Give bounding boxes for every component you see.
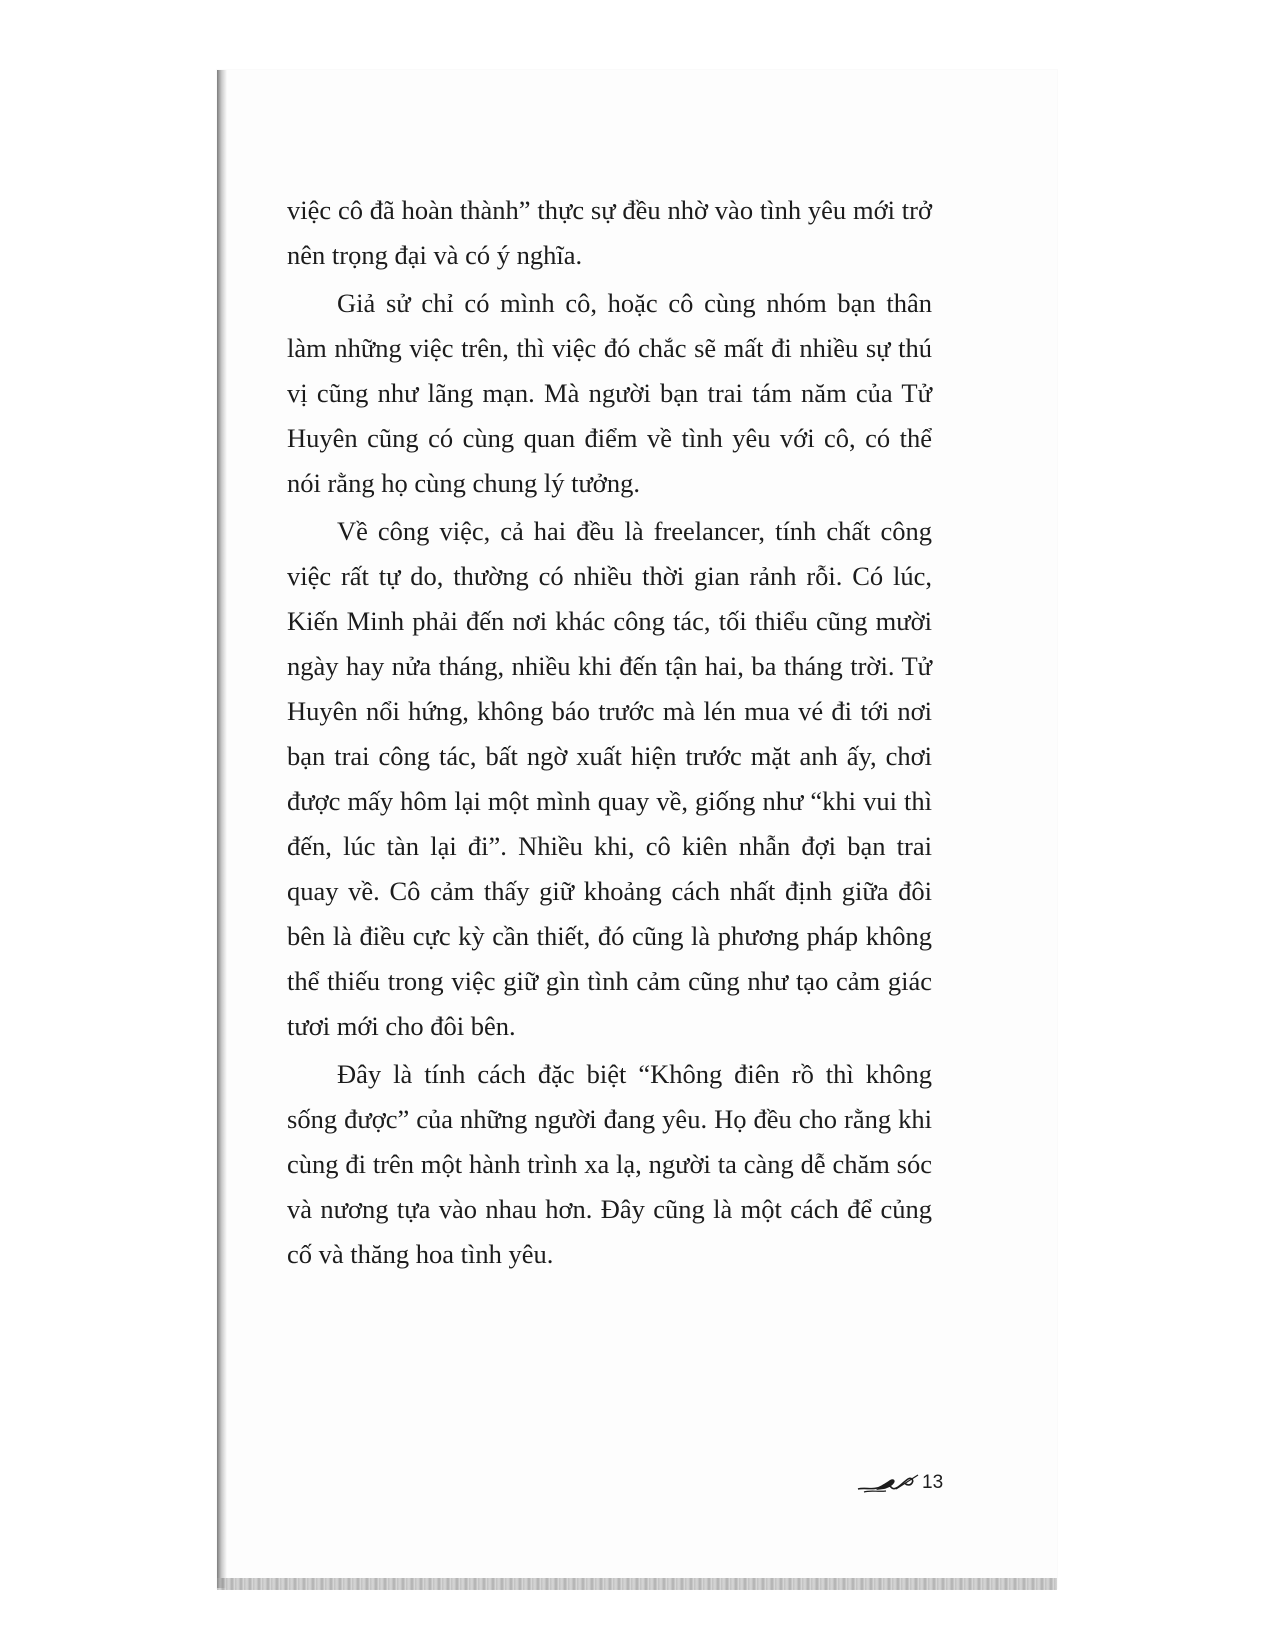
page-number: 13 — [922, 1472, 944, 1493]
paragraph: Đây là tính cách đặc biệt “Không điên rồ thì không sống được” của những người đang yêu. Họ đều cho rằng khi cùng đi trên một hành trình xa lạ, người ta càng dễ chăm sóc và nương tựa vào nhau hơn. Đây cũng là một cách để củng cố và thăng hoa tình yêu. — [287, 1059, 932, 1269]
paragraph: Về công việc, cả hai đều là freelancer, tính chất công việc rất tự do, thường có nhiều thời gian rảnh rỗi. Có lúc, Kiến Minh phải đến nơi khác công tác, tối thiểu cũng mười ngày hay nửa tháng, nhiều khi đến tận hai, ba tháng trời. Tử Huyên nổi hứng, không báo trước mà lén mua vé đi tới nơi bạn trai công tác, bất ngờ xuất hiện trước mặt anh ấy, chơi được mấy hôm lại một mình quay về, giống như “khi vui thì đến, lúc tàn lại đi”. Nhiều khi, cô kiên nhẫn đợi bạn trai quay về. Cô cảm thấy giữ khoảng cách nhất định giữa đôi bên là điều cực kỳ cần thiết, đó cũng là phương pháp không thể thiếu trong việc giữ gìn tình cảm cũng như tạo cảm giác tươi mới cho đôi bên. — [287, 516, 932, 1041]
cover-edge-strip — [217, 1578, 1057, 1590]
page-body-text — [287, 188, 932, 1280]
paragraph: việc cô đã hoàn thành” thực sự đều nhờ vào tình yêu mới trở nên trọng đại và có ý nghĩa. — [287, 195, 932, 270]
paragraph: Giả sử chỉ có mình cô, hoặc cô cùng nhóm bạn thân làm những việc trên, thì việc đó chắc sẽ mất đi nhiều sự thú vị cũng như lãng mạn. Mà người bạn trai tám năm của Tử Huyên cũng có cùng quan điểm về tình yêu với cô, có thể nói rằng họ cùng chung lý tưởng. — [287, 288, 932, 498]
spine-shadow — [217, 70, 227, 1588]
flourish-ornament-icon — [856, 1471, 920, 1495]
page-footer — [856, 1468, 956, 1498]
